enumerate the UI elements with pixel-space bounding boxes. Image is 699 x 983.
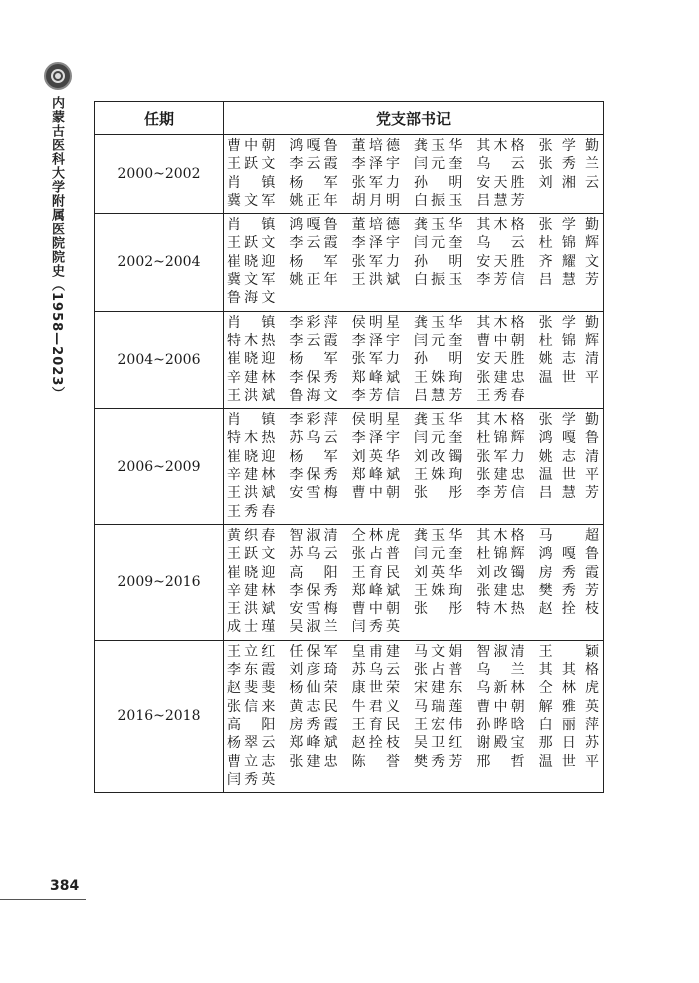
secretary-name: 曹中朝 [351,601,400,618]
secretary-name: 王洪斌 [227,601,276,618]
secretary-name: 那日苏 [538,735,599,752]
secretary-name: 李保秀 [289,467,338,484]
secretary-name: 邢 哲 [476,753,525,770]
secretary-name: 张秀兰 [538,156,599,173]
secretary-name: 吴卫红 [413,735,463,752]
names-cell [224,311,604,408]
secretary-name: 胡月明 [351,192,400,209]
secretary-name: 樊秀芳 [538,582,599,599]
secretary-name: 肖 镇 [227,412,276,429]
names-cell [224,135,604,214]
secretary-name: 孙 明 [413,351,463,368]
secretary-name: 其木格 [476,138,525,154]
secretary-name: 陈 誉 [351,753,400,770]
secretary-name: 王 颖 [538,643,599,660]
secretary-name: 侯明星 [351,412,400,429]
names-grid [227,527,601,637]
secretary-name: 李芳信 [476,272,525,289]
secretary-name: 王洪斌 [227,387,276,404]
secretary-name: 孙 明 [413,174,463,191]
secretary-name: 马 超 [538,527,599,544]
secretary-name: 王跃文 [227,235,276,252]
secretary-name: 姚正年 [289,192,338,209]
secretary-name: 吴淑兰 [289,619,338,636]
secretary-name: 崔晓迎 [227,253,276,270]
secretary-name: 王秀春 [227,503,276,520]
secretary-name: 乌 兰 [476,662,525,679]
header-secretaries: 党支部书记 [224,102,604,135]
secretary-name: 乌新林 [476,680,525,697]
table-row [95,409,604,525]
term-cell: 2000~2002 [95,135,224,214]
secretary-name: 张建忠 [289,753,338,770]
secretary-name: 张军力 [351,174,400,191]
secretary-name: 杜锦辉 [538,235,599,252]
secretary-name: 冀文军 [227,192,276,209]
secretary-name: 李云霞 [289,235,338,252]
names-cell [224,640,604,792]
secretary-name: 李彩萍 [289,412,338,429]
secretary-name: 温世平 [538,369,599,386]
header-term: 任期 [95,102,224,135]
secretary-name: 侯明星 [351,314,400,331]
table-row [95,135,604,214]
secretary-name: 闫元奎 [413,546,463,563]
secretary-name: 成士瑾 [227,619,276,636]
secretary-name: 杨仙荣 [289,680,338,697]
secretary-name: 姚志清 [538,351,599,368]
secretary-name: 冀文军 [227,272,276,289]
secretary-name: 张占普 [413,662,463,679]
secretary-name: 白振玉 [413,272,463,289]
secretary-name: 刘彦琦 [289,662,338,679]
secretary-name: 张建忠 [476,582,525,599]
secretary-name: 皇甫建 [351,643,400,660]
secretary-name: 李云霞 [289,156,338,173]
secretary-name: 任保军 [289,643,338,660]
secretary-name: 崔晓迎 [227,351,276,368]
table-row [95,311,604,408]
term-cell: 2009~2016 [95,524,224,640]
secretary-name: 闫元奎 [413,332,463,349]
secretary-name: 齐耀文 [538,253,599,270]
secretary-name: 乌 云 [476,235,525,252]
secretary-name: 张军力 [476,448,525,465]
term-cell: 2006~2009 [95,409,224,525]
secretary-name: 闫秀英 [351,619,400,636]
secretary-name: 白振玉 [413,192,463,209]
secretary-name: 杨翠云 [227,735,276,752]
secretary-name: 龚玉华 [413,217,463,234]
secretary-name: 杨 军 [289,351,338,368]
secretary-name: 刘英华 [351,448,400,465]
secretary-name: 孙晔晗 [476,716,525,733]
secretary-name: 乌 云 [476,156,525,173]
secretary-name: 肖 镇 [227,217,276,234]
secretary-name: 肖 镇 [227,314,276,331]
secretary-name: 吕慧芳 [538,272,599,289]
secretary-name: 解雅英 [538,698,599,715]
secretary-name: 吕慧芳 [413,387,463,404]
secretary-name: 杜锦辉 [476,430,525,447]
secretary-name: 康世荣 [351,680,400,697]
secretary-name: 龚玉华 [413,138,463,154]
secretary-name: 宋建东 [413,680,463,697]
secretary-name: 赵拴枝 [351,735,400,752]
secretary-name: 曹立志 [227,753,276,770]
secretary-name: 高 阳 [289,564,338,581]
secretary-name: 马文娟 [413,643,463,660]
secretary-name: 郑峰斌 [351,467,400,484]
secretary-name: 龚玉华 [413,527,463,544]
secretary-name: 王洪斌 [351,272,400,289]
secretary-name: 辛建林 [227,582,276,599]
secretary-name: 崔晓迎 [227,564,276,581]
secretary-name: 董培德 [351,138,400,154]
secretary-name: 刘英华 [413,564,463,581]
secretary-name: 安天胜 [476,253,525,270]
secretary-name: 李彩萍 [289,314,338,331]
secretary-name: 曹中朝 [227,138,276,154]
secretary-name: 其木格 [476,412,525,429]
secretary-name: 曹中朝 [476,698,525,715]
secretary-name: 李芳信 [476,485,525,502]
secretary-name: 樊秀芳 [413,753,463,770]
secretary-name: 安天胜 [476,351,525,368]
secretary-name: 其木格 [476,217,525,234]
secretary-name: 张建忠 [476,369,525,386]
secretary-name: 李泽宇 [351,156,400,173]
secretary-name: 特木热 [227,332,276,349]
secretary-name: 谢殿宝 [476,735,525,752]
secretary-name: 张学勤 [538,217,599,234]
names-grid [227,643,601,789]
secretary-name: 王姝珣 [413,582,463,599]
secretary-name: 闫秀英 [227,771,276,788]
secretary-name: 王育民 [351,564,400,581]
secretary-name: 肖 镇 [227,174,276,191]
secretary-name: 仝林虎 [351,527,400,544]
secretary-name: 智淑清 [289,527,338,544]
table-body [95,135,604,793]
secretary-name: 张信来 [227,698,276,715]
secretary-name: 郑峰斌 [351,582,400,599]
secretary-name: 其其格 [538,662,599,679]
names-grid [227,411,601,521]
secretary-name: 张军力 [351,351,400,368]
secretary-name: 温世平 [538,753,599,770]
secretary-name: 李保秀 [289,582,338,599]
secretary-name: 王育民 [351,716,400,733]
secretary-name: 龚玉华 [413,412,463,429]
secretary-name: 黄织春 [227,527,276,544]
secretary-name: 鸿嘎鲁 [538,430,599,447]
table-row [95,524,604,640]
names-grid [227,314,601,405]
names-cell [224,409,604,525]
secretary-name: 吕慧芳 [476,192,525,209]
secretary-name: 李云霞 [289,332,338,349]
secretary-name: 李泽宇 [351,430,400,447]
secretary-name: 姚正年 [289,272,338,289]
secretary-name: 李芳信 [351,387,400,404]
secretary-name: 马瑞莲 [413,698,463,715]
secretary-name: 高 阳 [227,716,276,733]
secretary-name: 董培德 [351,217,400,234]
secretary-name: 王跃文 [227,546,276,563]
term-cell: 2004~2006 [95,311,224,408]
secretary-name: 张学勤 [538,314,599,331]
secretary-name: 李泽宇 [351,235,400,252]
names-cell [224,524,604,640]
secretary-name: 王立红 [227,643,276,660]
term-cell: 2002~2004 [95,214,224,311]
secretary-name: 刘湘云 [538,174,599,191]
secretary-name: 牛君义 [351,698,400,715]
secretary-name: 张学勤 [538,138,599,154]
secretary-name: 苏乌云 [351,662,400,679]
secretary-name: 苏乌云 [289,546,338,563]
secretary-name: 王跃文 [227,156,276,173]
secretary-name: 房秀霞 [289,716,338,733]
secretary-name: 辛建林 [227,369,276,386]
secretary-name: 安天胜 [476,174,525,191]
secretary-name: 张建忠 [476,467,525,484]
hospital-logo-icon [44,62,72,90]
secretary-name: 刘改镯 [476,564,525,581]
secretary-name: 姚志清 [538,448,599,465]
secretary-name: 张学勤 [538,412,599,429]
table-row [95,214,604,311]
page-divider [0,899,86,900]
secretary-name: 吕慧芳 [538,485,599,502]
secretary-name: 赵斐斐 [227,680,276,697]
secretary-name: 白丽萍 [538,716,599,733]
secretary-name: 张 彤 [413,485,463,502]
secretary-name: 其木格 [476,314,525,331]
secretary-name: 赵拴枝 [538,601,599,618]
secretary-name: 杜锦辉 [476,546,525,563]
secretary-name: 王宏伟 [413,716,463,733]
secretary-name: 曹中朝 [351,485,400,502]
secretary-name: 王秀春 [476,387,525,404]
secretary-name: 鸿嘎鲁 [538,546,599,563]
secretary-name: 安雪梅 [289,485,338,502]
page-number: 384 [50,878,80,894]
secretary-name: 闫元奎 [413,430,463,447]
secretary-name: 张占普 [351,546,400,563]
secretary-name: 安雪梅 [289,601,338,618]
secretary-name: 苏乌云 [289,430,338,447]
secretary-name: 崔晓迎 [227,448,276,465]
secretary-name: 智淑清 [476,643,525,660]
table-header-row [95,102,604,135]
names-grid [227,137,601,210]
secretary-name: 鸿嘎鲁 [289,217,338,234]
secretary-name: 特木热 [227,430,276,447]
secretary-name: 李泽宇 [351,332,400,349]
secretary-name: 郑峰斌 [289,735,338,752]
secretary-name: 杨 军 [289,174,338,191]
names-grid [227,216,601,307]
secretary-name: 黄志民 [289,698,338,715]
secretary-name: 特木热 [476,601,525,618]
secretary-name: 王洪斌 [227,485,276,502]
secretary-name: 龚玉华 [413,314,463,331]
secretary-name: 杨 军 [289,253,338,270]
secretary-name: 王姝珣 [413,467,463,484]
secretary-name: 刘改镯 [413,448,463,465]
secretary-name: 郑峰斌 [351,369,400,386]
secretary-name: 鲁海文 [289,387,338,404]
names-cell [224,214,604,311]
secretary-name: 鲁海文 [227,290,276,307]
secretary-name: 王姝珣 [413,369,463,386]
secretary-name: 李保秀 [289,369,338,386]
party-secretary-table [94,101,604,793]
secretary-name: 温世平 [538,467,599,484]
secretary-name: 辛建林 [227,467,276,484]
secretary-name: 杜锦辉 [538,332,599,349]
term-cell: 2016~2018 [95,640,224,792]
secretary-name: 张 彤 [413,601,463,618]
secretary-name: 闫元奎 [413,156,463,173]
table-row [95,640,604,792]
secretary-name: 仝林虎 [538,680,599,697]
secretary-name: 房秀霞 [538,564,599,581]
secretary-name: 张军力 [351,253,400,270]
secretary-name: 鸿嘎鲁 [289,138,338,154]
secretary-name: 曹中朝 [476,332,525,349]
secretary-name: 孙 明 [413,253,463,270]
secretary-name: 杨 军 [289,448,338,465]
secretary-name: 其木格 [476,527,525,544]
secretary-name: 闫元奎 [413,235,463,252]
side-book-title: 内蒙古医科大学附属医院院史（1958—2023） [49,96,64,401]
secretary-name: 李东霞 [227,662,276,679]
